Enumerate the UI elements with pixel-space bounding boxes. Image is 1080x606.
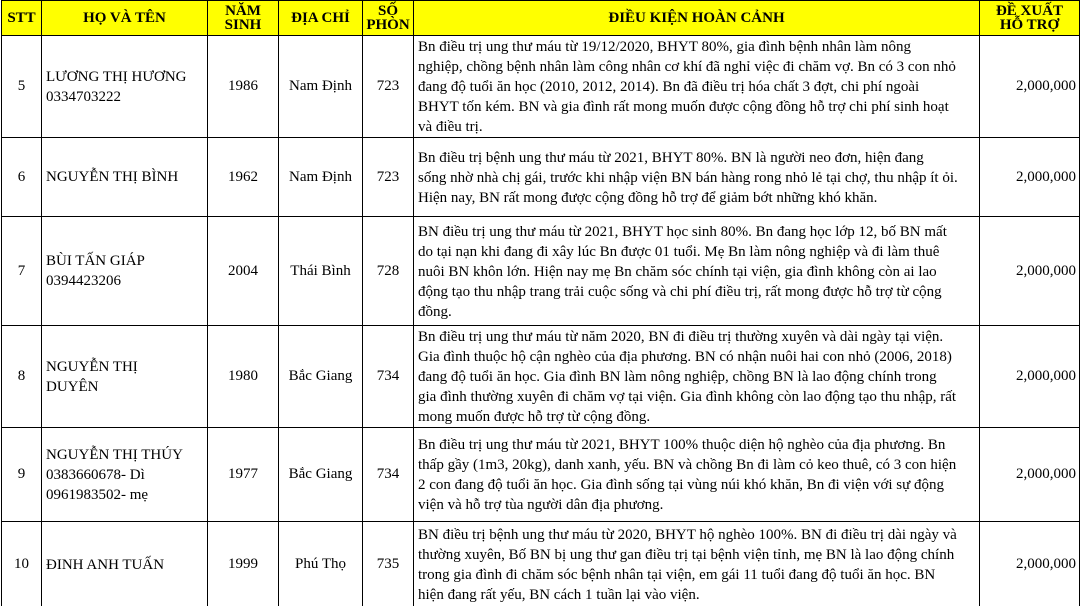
table-row	[2, 138, 1080, 217]
cell-stt: 10	[2, 522, 42, 606]
cell-support-amount: 2,000,000	[980, 522, 1080, 606]
table-row	[2, 522, 1080, 606]
cell-name: NGUYỄN THỊ THÚY 0383660678- Dì 0961983502- mẹ	[42, 428, 208, 522]
cell-support-amount: 2,000,000	[980, 138, 1080, 217]
cell-birth-year: 2004	[208, 217, 279, 326]
cell-name: NGUYỄN THỊ DUYÊN	[42, 326, 208, 428]
cell-conditions: Bn điều trị bệnh ung thư máu từ 2021, BHYT 80%. BN là người neo đơn, hiện đang sống nhờ nhà chị gái, trước khi nhập viện BN bán hàng rong nhỏ lẻ tại chợ, thu nhập ít ỏi. Hiện nay, BN rất mong được cộng đồng hỗ trợ để giảm bớt những khó khăn.	[414, 138, 980, 217]
cell-name: NGUYỄN THỊ BÌNH	[42, 138, 208, 217]
cell-support-amount: 2,000,000	[980, 217, 1080, 326]
cell-address: Bắc Giang	[279, 428, 363, 522]
cell-conditions: Bn điều trị ung thư máu từ 19/12/2020, BHYT 80%, gia đình bệnh nhân làm nông nghiệp, chồng bệnh nhân làm công nhân cơ khí đã nghỉ việc đi chăm vợ. Bn có 3 con nhỏ đang độ tuổi ăn học (2010, 2012, 2014). Bn đã điều trị hóa chất 3 đợt, chi phí ngoài BHYT tốn kém. BN và gia đình rất mong muốn được cộng đồng hỗ trợ chi phí sinh hoạt và điều trị.	[414, 36, 980, 138]
table-row	[2, 428, 1080, 522]
cell-birth-year: 1962	[208, 138, 279, 217]
cell-room: 734	[363, 326, 414, 428]
table-row	[2, 217, 1080, 326]
cell-address: Nam Định	[279, 138, 363, 217]
support-table	[1, 0, 1080, 606]
cell-address: Nam Định	[279, 36, 363, 138]
cell-birth-year: 1986	[208, 36, 279, 138]
cell-conditions: Bn điều trị ung thư máu từ 2021, BHYT 100% thuộc diện hộ nghèo của địa phương. Bn thấp gầy (1m3, 20kg), danh xanh, yếu. BN và chồng Bn đi làm cỏ keo thuê, có 3 con hiện 2 con đang độ tuổi ăn học. Gia đình sống tại vùng núi khó khăn, Bn đi viện với sự động viện và hỗ trợ tùa người dân địa phương.	[414, 428, 980, 522]
cell-birth-year: 1999	[208, 522, 279, 606]
cell-name: BÙI TẤN GIÁP 0394423206	[42, 217, 208, 326]
table-row	[2, 36, 1080, 138]
header-support: ĐỀ XUẤT HỖ TRỢ	[980, 1, 1080, 36]
cell-address: Thái Bình	[279, 217, 363, 326]
cell-conditions: BN điều trị bệnh ung thư máu từ 2020, BHYT hộ nghèo 100%. BN đi điều trị dài ngày và thường xuyên, Bố BN bị ung thư gan điều trị tại bệnh viện tỉnh, mẹ BN là lao động chính trong gia đình đi chăm sóc bệnh nhân tại viện, em gái 11 tuổi đang độ tuổi ăn học. BN hiện đang rất yếu, BN cách 1 tuần lại vào viện.	[414, 522, 980, 606]
cell-name: LƯƠNG THỊ HƯƠNG 0334703222	[42, 36, 208, 138]
cell-stt: 9	[2, 428, 42, 522]
cell-name: ĐINH ANH TUẤN	[42, 522, 208, 606]
table-row	[2, 326, 1080, 428]
cell-birth-year: 1977	[208, 428, 279, 522]
cell-room: 723	[363, 138, 414, 217]
cell-address: Bắc Giang	[279, 326, 363, 428]
cell-room: 723	[363, 36, 414, 138]
cell-stt: 8	[2, 326, 42, 428]
header-room: SỐ PHÒN	[363, 1, 414, 36]
cell-support-amount: 2,000,000	[980, 36, 1080, 138]
cell-support-amount: 2,000,000	[980, 428, 1080, 522]
cell-support-amount: 2,000,000	[980, 326, 1080, 428]
cell-room: 728	[363, 217, 414, 326]
header-conditions: ĐIỀU KIỆN HOÀN CẢNH	[414, 1, 980, 36]
header-address: ĐỊA CHỈ	[279, 1, 363, 36]
cell-conditions: Bn điều trị ung thư máu từ năm 2020, BN đi điều trị thường xuyên và dài ngày tại viện. Gia đình thuộc hộ cận nghèo của địa phương. BN có nhận nuôi hai con nhỏ (2006, 2018) đang độ tuổi ăn học. Gia đình BN làm nông nghiệp, chồng BN là lao động chính trong gia đình thường xuyên đi chăm vợ tại viện. Gia đình không còn lao động tạo thu nhập, rất mong muốn được hỗ trợ từ cộng đồng.	[414, 326, 980, 428]
cell-room: 735	[363, 522, 414, 606]
cell-stt: 6	[2, 138, 42, 217]
header-birth-year: NĂM SINH	[208, 1, 279, 36]
header-name: HỌ VÀ TÊN	[42, 1, 208, 36]
cell-room: 734	[363, 428, 414, 522]
header-stt: STT	[2, 1, 42, 36]
header-row	[2, 1, 1080, 36]
cell-birth-year: 1980	[208, 326, 279, 428]
cell-stt: 7	[2, 217, 42, 326]
cell-conditions: BN điều trị ung thư máu từ 2021, BHYT học sinh 80%. Bn đang học lớp 12, bố BN mất do tại nạn khi đang đi xây lúc Bn được 01 tuổi. Mẹ Bn làm nông nghiệp và đi làm thuê nuôi BN khôn lớn. Hiện nay mẹ Bn chăm sóc chính tại viện, gia đình không còn ai lao động tạo thu nhập trang trải cuộc sống và chi phí điều trị, rất mong được hỗ trợ từ cộng đồng.	[414, 217, 980, 326]
cell-stt: 5	[2, 36, 42, 138]
cell-address: Phú Thọ	[279, 522, 363, 606]
